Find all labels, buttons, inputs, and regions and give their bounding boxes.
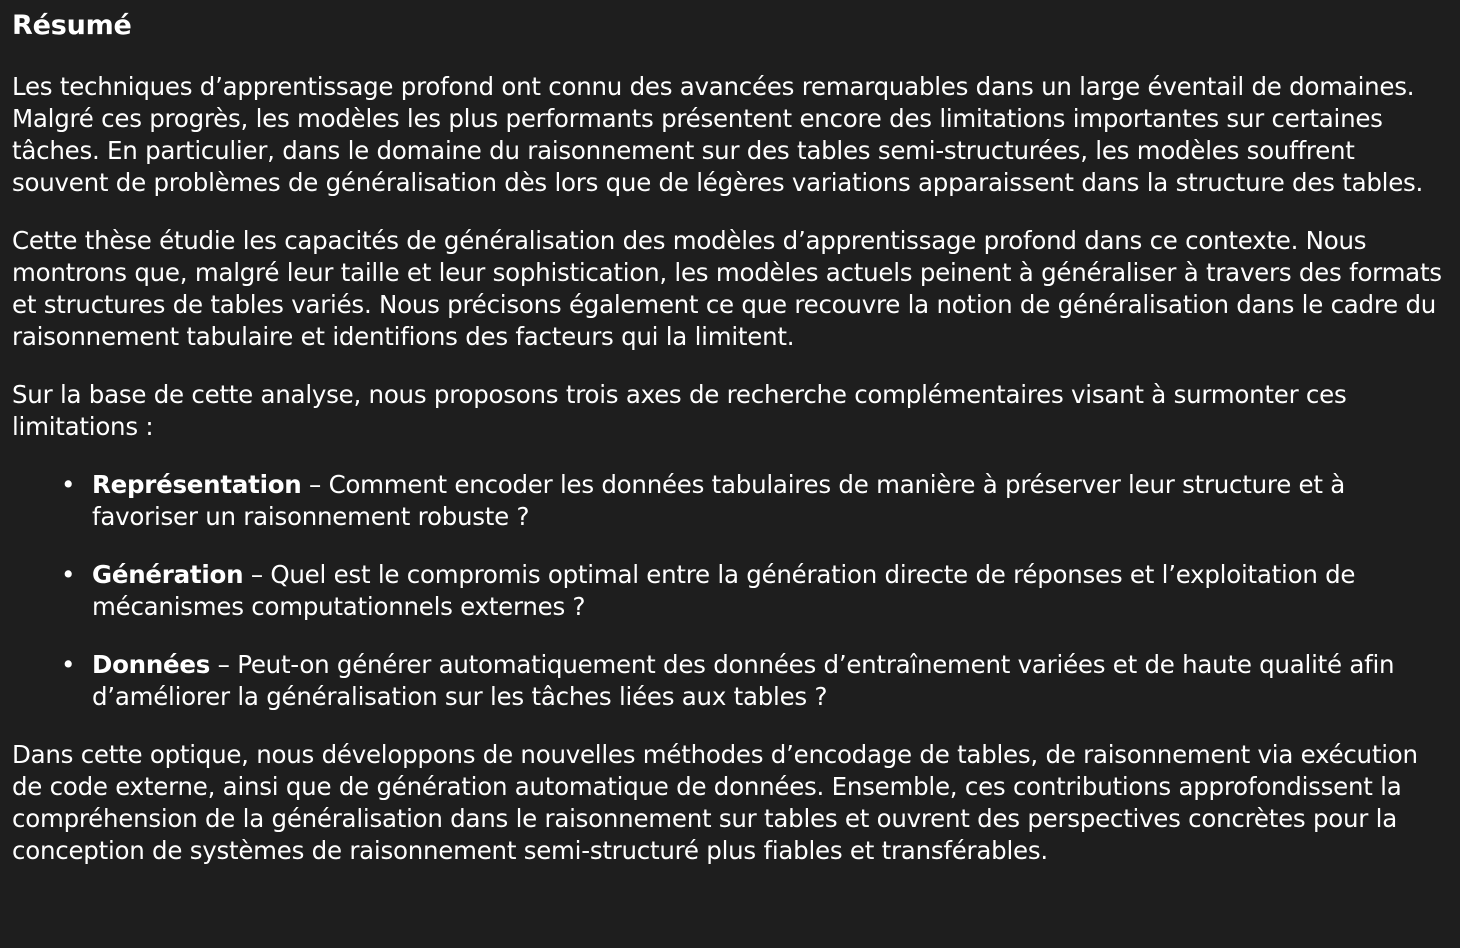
bullet-icon: •	[61, 560, 76, 589]
axis-description: – Peut-on générer automatiquement des données d’entraînement variées et de haute qualité afin d’améliorer la généralisation sur les tâches liées aux tables ?	[92, 650, 1395, 711]
list-item-representation	[61, 469, 1452, 533]
paragraph-context: Les techniques d’apprentissage profond ont connu des avancées remarquables dans un large éventail de domaines. Malgré ces progrès, les modèles les plus performants présentent encore des limitations importantes sur certaines tâches. En particulier, dans le domaine du raisonnement sur des tables semi-structurées, les modèles souffrent souvent de problèmes de généralisation dès lors que de légères variations apparaissent dans la structure des tables.	[12, 72, 1424, 197]
bullet-icon: •	[61, 650, 76, 679]
axis-description: – Quel est le compromis optimal entre la génération directe de réponses et l’exploitation de mécanismes computationnels externes ?	[92, 560, 1356, 621]
document	[12, 8, 1452, 893]
paragraph-conclusion: Dans cette optique, nous développons de nouvelles méthodes d’encodage de tables, de raisonnement via exécution de code externe, ainsi que de génération automatique de données. Ensemble, ces contributions approfondissent la compréhension de la généralisation dans le raisonnement sur tables et ouvrent des perspectives concrètes pour la conception de systèmes de raisonnement semi-structuré plus fiables et transférables.	[12, 740, 1418, 865]
paragraph-axes-intro: Sur la base de cette analyse, nous proposons trois axes de recherche complémentaires visant à surmonter ces limitations :	[12, 380, 1347, 441]
axis-description: – Comment encoder les données tabulaires de manière à préserver leur structure et à favoriser un raisonnement robuste ?	[92, 470, 1346, 531]
list-item-data	[61, 649, 1452, 713]
axis-term: Données	[92, 650, 211, 679]
paragraph-thesis: Cette thèse étudie les capacités de généralisation des modèles d’apprentissage profond dans ce contexte. Nous montrons que, malgré leur taille et leur sophistication, les modèles actuels peinent à généraliser à travers des formats et structures de tables variés. Nous précisons également ce que recouvre la notion de généralisation dans le cadre du raisonnement tabulaire et identifions des facteurs qui la limitent.	[12, 226, 1442, 351]
list-item-generation	[61, 559, 1452, 623]
page-title: Résumé	[12, 10, 132, 41]
axes-list	[12, 469, 1452, 713]
bullet-icon: •	[61, 470, 76, 499]
axis-term: Représentation	[92, 470, 302, 499]
axis-term: Génération	[92, 560, 244, 589]
